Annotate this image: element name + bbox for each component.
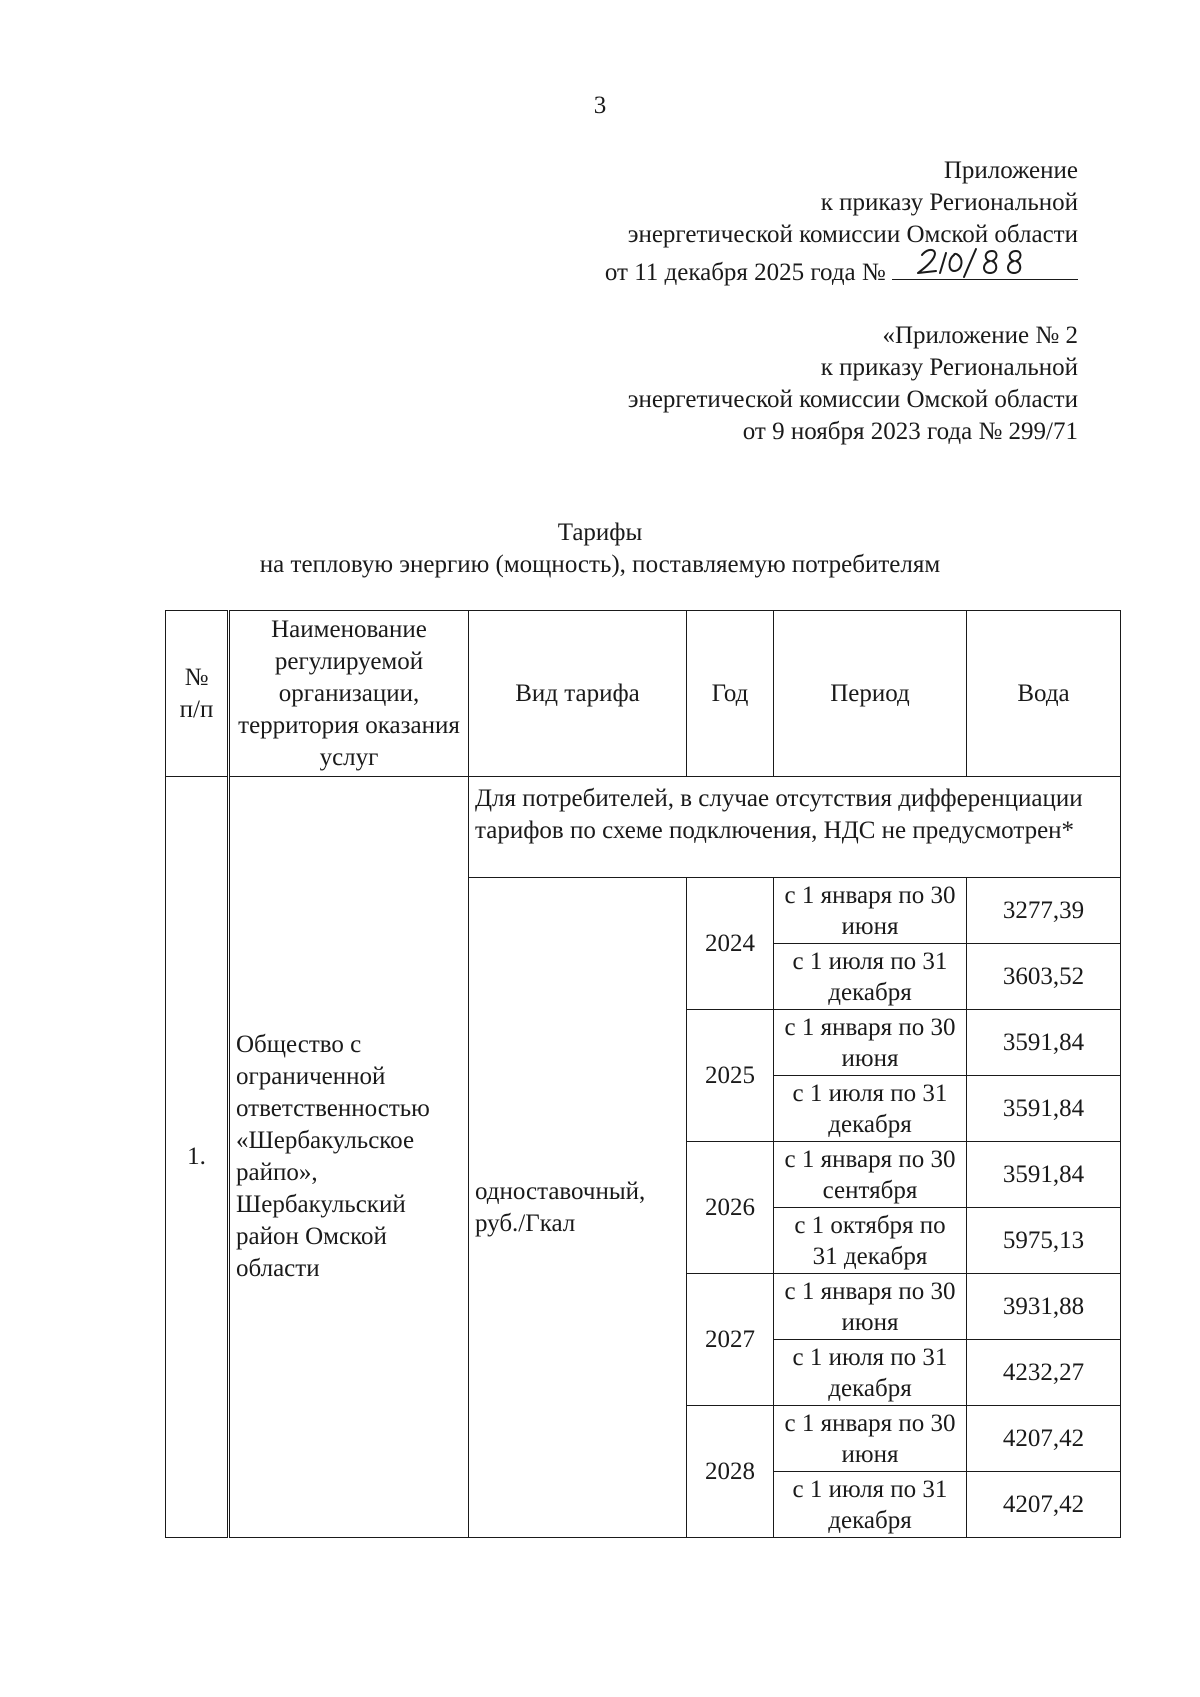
appendix-line-1: Приложение [943,157,1078,184]
previous-appendix-header [628,320,1078,448]
tariff-value: 3931,88 [967,1274,1121,1340]
prev-appendix-line-2: к приказу Региональной [820,354,1078,381]
prev-appendix-line-1: «Приложение № 2 [882,322,1078,349]
tariff-value: 3591,84 [967,1010,1121,1076]
order-date-prefix: от 11 декабря 2025 года № [604,259,886,286]
appendix-line-4 [605,251,1078,289]
year-cell: 2025 [687,1010,774,1142]
tariff-value: 3591,84 [967,1076,1121,1142]
tariff-value: 3603,52 [967,944,1121,1010]
period-cell: с 1 января по 30 июня [774,1274,967,1340]
appendix-header [605,155,1078,289]
period-cell: с 1 июля по 31 декабря [774,944,967,1010]
period-cell: с 1 июля по 31 декабря [774,1340,967,1406]
prev-appendix-line-4: от 9 ноября 2023 года № 299/71 [742,418,1078,445]
tariff-value: 3277,39 [967,878,1121,944]
tariff-value: 3591,84 [967,1142,1121,1208]
tariff-value: 5975,13 [967,1208,1121,1274]
handwritten-order-number-image [892,243,1078,279]
title-line-1: Тарифы [557,519,643,546]
year-cell: 2026 [687,1142,774,1274]
handwritten-order-number [892,251,1078,280]
tariff-value: 4232,27 [967,1340,1121,1406]
tariff-value: 4207,42 [967,1472,1121,1538]
period-cell: с 1 января по 30 сентября [774,1142,967,1208]
header-tariff-type: Вид тарифа [469,611,687,777]
period-cell: с 1 января по 30 июня [774,1406,967,1472]
header-organization: Наименование регулируемой организации, территория оказания услуг [229,611,469,777]
year-cell: 2028 [687,1406,774,1538]
period-cell: с 1 января по 30 июня [774,1010,967,1076]
header-year: Год [687,611,774,777]
page-number: 3 [593,92,607,119]
tariff-type: одноставочный, руб./Гкал [469,878,687,1538]
period-cell: с 1 июля по 31 декабря [774,1076,967,1142]
row-number: 1. [166,777,229,1538]
title-line-2: на тепловую энергию (мощность), поставляемую потребителям [259,551,941,578]
consumer-band-note: Для потребителей, в случае отсутствия дифференциации тарифов по схеме подключения, НДС не предусмотрен* [469,777,1121,878]
header-period: Период [774,611,967,777]
year-cell: 2024 [687,878,774,1010]
header-water: Вода [967,611,1121,777]
period-cell: с 1 января по 30 июня [774,878,967,944]
table-row [166,777,1121,878]
organization-name: Общество с ограниченной ответственностью «Шербакульское райпо», Шербакульский район Омской области [229,777,469,1538]
period-cell: с 1 октября по 31 декабря [774,1208,967,1274]
year-cell: 2027 [687,1274,774,1406]
document-title [0,517,1200,581]
period-cell: с 1 июля по 31 декабря [774,1472,967,1538]
header-num: № п/п [166,611,229,777]
tariff-table [165,610,1121,1538]
table-header-row [166,611,1121,777]
tariff-value: 4207,42 [967,1406,1121,1472]
appendix-line-2: к приказу Региональной [820,189,1078,216]
appendix-line-3: энергетической комиссии Омской области [627,221,1078,248]
prev-appendix-line-3: энергетической комиссии Омской области [627,386,1078,413]
